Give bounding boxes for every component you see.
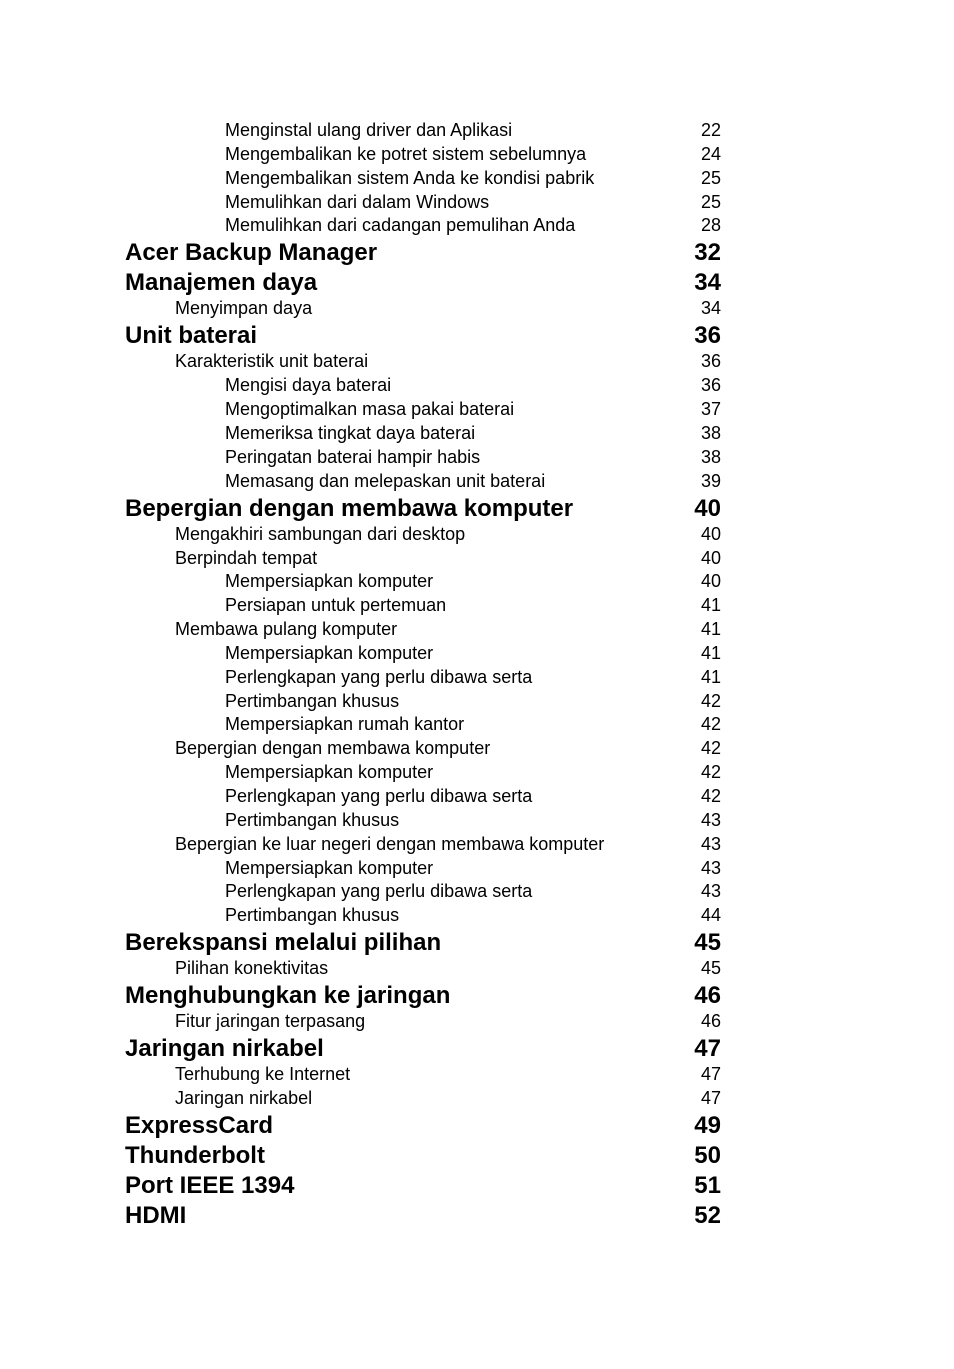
- toc-entry-title: Memeriksa tingkat daya baterai: [225, 422, 476, 443]
- toc-entry-title: Jaringan nirkabel: [125, 1035, 324, 1063]
- toc-section-entry: [0, 903, 954, 927]
- toc-chapter-entry: [0, 981, 954, 1011]
- toc-section-entry: [0, 445, 954, 469]
- toc-entry-page: 43: [700, 833, 721, 854]
- toc-entry-page: 40: [700, 547, 721, 568]
- toc-entry-page: 43: [700, 809, 721, 830]
- toc-entry-title: Mempersiapkan komputer: [225, 857, 434, 878]
- toc-section-entry: [0, 569, 954, 593]
- toc-entry-page: 42: [700, 762, 721, 783]
- toc-entry-page: 36: [700, 375, 721, 396]
- toc-section-entry: [0, 641, 954, 665]
- toc-entry-title: Pilihan konektivitas: [175, 958, 329, 979]
- toc-chapter-entry: [0, 321, 954, 351]
- toc-entry-title: Membawa pulang komputer: [175, 619, 398, 640]
- toc-entry-page: 46: [694, 982, 721, 1010]
- toc-entry-page: 45: [694, 929, 721, 957]
- toc-entry-page: 52: [694, 1202, 721, 1230]
- toc-entry-page: 44: [700, 905, 721, 926]
- toc-section-entry: [0, 166, 954, 190]
- toc-entry-title: Mengoptimalkan masa pakai baterai: [225, 399, 515, 420]
- toc-entry-title: Mengembalikan sistem Anda ke kondisi pabrik: [225, 167, 595, 188]
- toc-entry-title: Mengembalikan ke potret sistem sebelumnya: [225, 143, 587, 164]
- toc-entry-title: Persiapan untuk pertemuan: [225, 595, 447, 616]
- toc-chapter-entry: [0, 1034, 954, 1064]
- toc-entry-title: Berpindah tempat: [175, 547, 318, 568]
- toc-section-entry: [0, 1009, 954, 1033]
- toc-entry-title: Perlengkapan yang perlu dibawa serta: [225, 666, 533, 687]
- toc-section-entry: [0, 349, 954, 373]
- toc-section-entry: [0, 760, 954, 784]
- toc-entry-title: Perlengkapan yang perlu dibawa serta: [225, 786, 533, 806]
- toc-entry-title: Unit baterai: [125, 322, 258, 350]
- toc-entry-title: Menginstal ulang driver dan Aplikasi: [225, 120, 513, 140]
- toc-entry-title: Menghubungkan ke jaringan: [125, 982, 451, 1010]
- toc-entry-title: Pertimbangan khusus: [225, 809, 400, 830]
- toc-entry-page: 25: [700, 167, 721, 188]
- toc-entry-title: Karakteristik unit baterai: [175, 351, 369, 372]
- toc-entry-title: Thunderbolt: [125, 1142, 265, 1170]
- toc-section-entry: [0, 956, 954, 980]
- toc-section-entry: [0, 593, 954, 617]
- toc-entry-title: Fitur jaringan terpasang: [175, 1011, 366, 1032]
- toc-entry-page: 24: [700, 143, 721, 164]
- toc-entry-title: Mempersiapkan komputer: [225, 762, 434, 783]
- toc-section-entry: [0, 617, 954, 641]
- toc-entry-title: Pertimbangan khusus: [225, 905, 400, 926]
- toc-entry-page: 38: [700, 446, 721, 467]
- toc-section-entry: [0, 469, 954, 493]
- toc-section-entry: [0, 1062, 954, 1086]
- toc-entry-page: 42: [700, 738, 721, 759]
- toc-section-entry: [0, 522, 954, 546]
- toc-entry-page: 50: [694, 1142, 721, 1170]
- toc-section-entry: [0, 856, 954, 880]
- toc-entry-page: 41: [700, 642, 721, 663]
- toc-entry-title: Port IEEE 1394: [125, 1172, 295, 1200]
- toc-entry-title: ExpressCard: [125, 1112, 274, 1140]
- toc-section-entry: [0, 689, 954, 713]
- toc-entry-title: Jaringan nirkabel: [175, 1088, 313, 1109]
- toc-section-entry: [0, 296, 954, 320]
- toc-entry-page: 34: [700, 298, 721, 319]
- toc-section-entry: [0, 397, 954, 421]
- toc-entry-page: 36: [694, 322, 721, 350]
- toc-entry-page: 41: [700, 619, 721, 640]
- toc-entry-page: 40: [694, 494, 721, 522]
- toc-entry-page: 38: [700, 422, 721, 443]
- toc-entry-page: 47: [700, 1088, 721, 1109]
- toc-entry-title: Perlengkapan yang perlu dibawa serta: [225, 881, 533, 902]
- toc-entry-page: 41: [700, 595, 721, 616]
- toc-chapter-entry: [0, 1111, 954, 1141]
- toc-section-entry: [0, 665, 954, 689]
- toc-entry-page: 34: [694, 269, 721, 297]
- toc-section-entry: [0, 808, 954, 832]
- toc-section-entry: [0, 879, 954, 903]
- toc-section-entry: [0, 712, 954, 736]
- toc-entry-title: Mempersiapkan rumah kantor: [225, 714, 465, 735]
- toc-section-entry: [0, 373, 954, 397]
- toc-entry-page: 40: [700, 571, 721, 592]
- toc-entry-page: 25: [700, 191, 721, 212]
- toc-chapter-entry: [0, 928, 954, 958]
- toc-entry-title: Acer Backup Manager: [125, 239, 378, 267]
- toc-chapter-entry: [0, 238, 954, 268]
- toc-section-entry: [0, 142, 954, 166]
- toc-entry-title: Peringatan baterai hampir habis: [225, 446, 481, 467]
- toc-entry-title: Bepergian ke luar negeri dengan membawa komputer: [175, 833, 605, 854]
- toc-entry-title: Bepergian dengan membawa komputer: [175, 738, 491, 759]
- toc-entry-page: 46: [700, 1011, 721, 1032]
- toc-entry-page: 43: [700, 881, 721, 902]
- toc-entry-title: Mengakhiri sambungan dari desktop: [175, 523, 466, 544]
- toc-entry-title: Manajemen daya: [125, 269, 318, 297]
- toc-entry-page: 36: [700, 351, 721, 372]
- toc-entry-page: 42: [700, 690, 721, 711]
- toc-chapter-entry: [0, 268, 954, 298]
- toc-section-entry: [0, 784, 954, 808]
- toc-section-entry: [0, 190, 954, 214]
- toc-entry-page: 49: [694, 1112, 721, 1140]
- toc-section-entry: [0, 421, 954, 445]
- toc-entry-title: Mengisi daya baterai: [225, 375, 392, 396]
- toc-entry-page: 41: [700, 666, 721, 687]
- toc-chapter-entry: [0, 1171, 954, 1201]
- toc-entry-page: 37: [700, 399, 721, 420]
- toc-entry-title: Terhubung ke Internet: [175, 1064, 351, 1085]
- toc-entry-page: 51: [694, 1172, 721, 1200]
- toc-entry-title: Mempersiapkan komputer: [225, 571, 434, 592]
- toc-entry-page: 47: [694, 1035, 721, 1063]
- toc-entry-title: Menyimpan daya: [175, 298, 313, 319]
- toc-entry-title: Memulihkan dari cadangan pemulihan Anda: [225, 215, 576, 236]
- toc-chapter-entry: [0, 1201, 954, 1231]
- toc-entry-page: 42: [700, 714, 721, 735]
- toc-section-entry: [0, 1086, 954, 1110]
- toc-entry-page: 39: [700, 470, 721, 491]
- toc-entry-page: 47: [700, 1064, 721, 1085]
- toc-entry-page: 22: [700, 120, 721, 140]
- toc-entry-title: Memasang dan melepaskan unit baterai: [225, 470, 546, 491]
- toc-entry-page: 28: [700, 215, 721, 236]
- toc-section-entry: [0, 546, 954, 570]
- toc-section-entry: [0, 832, 954, 856]
- toc-entry-title: Bepergian dengan membawa komputer: [125, 494, 574, 522]
- toc-entry-title: Pertimbangan khusus: [225, 690, 400, 711]
- toc-entry-title: Memulihkan dari dalam Windows: [225, 191, 490, 212]
- toc-entry-page: 40: [700, 523, 721, 544]
- toc-entry-title: Mempersiapkan komputer: [225, 642, 434, 663]
- toc-section-entry: [0, 213, 954, 237]
- toc-entry-page: 43: [700, 857, 721, 878]
- toc-chapter-entry: [0, 1141, 954, 1171]
- toc-entry-title: Berekspansi melalui pilihan: [125, 929, 442, 957]
- toc-entry-title: HDMI: [125, 1202, 187, 1230]
- toc-section-entry: [0, 118, 954, 142]
- toc-entry-page: 45: [700, 958, 721, 979]
- toc-chapter-entry: [0, 494, 954, 524]
- toc-section-entry: [0, 736, 954, 760]
- toc-entry-page: 32: [694, 239, 721, 267]
- toc-entry-page: 42: [700, 786, 721, 806]
